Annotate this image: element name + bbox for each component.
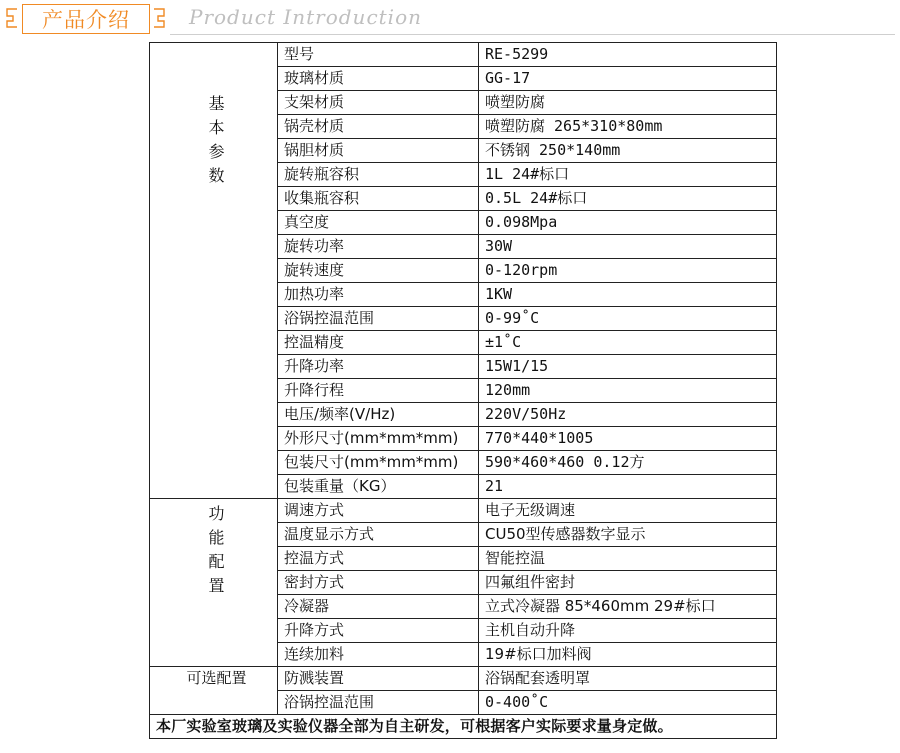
row-value: 30W: [479, 235, 777, 259]
row-label: 升降功率: [278, 355, 479, 379]
row-label: 旋转速度: [278, 259, 479, 283]
row-label: 升降行程: [278, 379, 479, 403]
row-value: CU50型传感器数字显示: [479, 523, 777, 547]
row-label: 密封方式: [278, 571, 479, 595]
row-label: 控温精度: [278, 331, 479, 355]
category-basic: 基本参数: [150, 43, 278, 499]
row-label: 锅胆材质: [278, 139, 479, 163]
category-optional: 可选配置: [150, 667, 278, 715]
row-value: RE-5299: [479, 43, 777, 67]
row-value: 19#标口加料阀: [479, 643, 777, 667]
category-function: 功能配置: [150, 499, 278, 667]
row-label: 冷凝器: [278, 595, 479, 619]
row-label: 控温方式: [278, 547, 479, 571]
row-label: 连续加料: [278, 643, 479, 667]
table-row: [150, 43, 777, 67]
row-label: 浴锅控温范围: [278, 691, 479, 715]
corner-ornament-left-icon: [4, 7, 18, 29]
row-value: 喷塑防腐 265*310*80mm: [479, 115, 777, 139]
row-value: 21: [479, 475, 777, 499]
row-label: 玻璃材质: [278, 67, 479, 91]
section-header: [0, 0, 900, 40]
row-value: 1L 24#标口: [479, 163, 777, 187]
row-label: 浴锅控温范围: [278, 307, 479, 331]
row-value: 智能控温: [479, 547, 777, 571]
table-row: [150, 715, 777, 739]
row-value: 120mm: [479, 379, 777, 403]
row-value: 不锈钢 250*140mm: [479, 139, 777, 163]
row-value: 电子无级调速: [479, 499, 777, 523]
row-value: 15W1/15: [479, 355, 777, 379]
row-label: 升降方式: [278, 619, 479, 643]
footer-note: 本厂实验室玻璃及实验仪器全部为自主研发，可根据客户实际要求量身定做。: [150, 715, 777, 739]
row-value: GG-17: [479, 67, 777, 91]
row-label: 收集瓶容积: [278, 187, 479, 211]
spec-table: [149, 42, 777, 739]
row-label: 包装尺寸(mm*mm*mm): [278, 451, 479, 475]
row-value: 1KW: [479, 283, 777, 307]
row-value: 0.5L 24#标口: [479, 187, 777, 211]
row-value: 四氟组件密封: [479, 571, 777, 595]
row-label: 真空度: [278, 211, 479, 235]
table-row: [150, 499, 777, 523]
table-row: [150, 667, 777, 691]
row-value: 0-120rpm: [479, 259, 777, 283]
row-label: 温度显示方式: [278, 523, 479, 547]
row-label: 加热功率: [278, 283, 479, 307]
row-value: 0.098Mpa: [479, 211, 777, 235]
row-value: 喷塑防腐: [479, 91, 777, 115]
row-label: 防溅装置: [278, 667, 479, 691]
row-value: 770*440*1005: [479, 427, 777, 451]
row-value: 立式冷凝器 85*460mm 29#标口: [479, 595, 777, 619]
row-value: 0-400˚C: [479, 691, 777, 715]
row-label: 外形尺寸(mm*mm*mm): [278, 427, 479, 451]
row-label: 型号: [278, 43, 479, 67]
section-subtitle: Product Introduction: [189, 5, 422, 29]
row-value: 0-99˚C: [479, 307, 777, 331]
row-label: 支架材质: [278, 91, 479, 115]
row-label: 包装重量（KG）: [278, 475, 479, 499]
row-value: 590*460*460 0.12方: [479, 451, 777, 475]
row-value: 220V/50Hz: [479, 403, 777, 427]
header-divider: [170, 34, 895, 35]
section-title: 产品介绍: [42, 8, 130, 32]
row-value: 主机自动升降: [479, 619, 777, 643]
row-label: 锅壳材质: [278, 115, 479, 139]
row-label: 调速方式: [278, 499, 479, 523]
row-value: ±1˚C: [479, 331, 777, 355]
row-label: 电压/频率(V/Hz): [278, 403, 479, 427]
title-box: [22, 4, 150, 34]
row-label: 旋转功率: [278, 235, 479, 259]
corner-ornament-right-icon: [153, 7, 167, 29]
row-value: 浴锅配套透明罩: [479, 667, 777, 691]
row-label: 旋转瓶容积: [278, 163, 479, 187]
